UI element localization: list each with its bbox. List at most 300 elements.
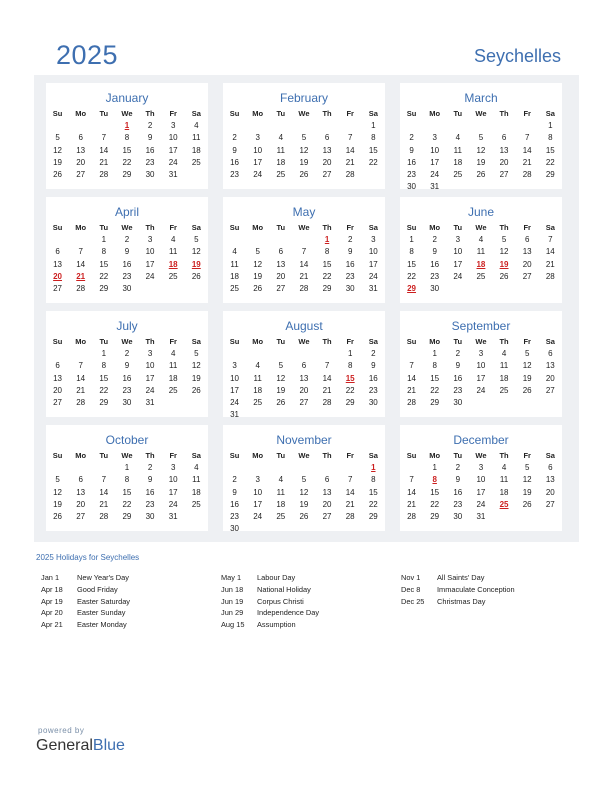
day-cell[interactable]: 30 — [345, 283, 355, 293]
day-cell[interactable]: 9 — [124, 247, 130, 257]
day-cell[interactable]: 25 — [499, 385, 509, 395]
day-cell[interactable]: 11 — [169, 247, 178, 257]
day-cell[interactable]: 22 — [430, 385, 440, 395]
generalblue-logo[interactable] — [36, 737, 125, 755]
day-cell[interactable]: 8 — [124, 475, 130, 485]
day-cell[interactable]: 26 — [299, 511, 309, 521]
day-cell[interactable]: 28 — [99, 169, 109, 179]
day-cell[interactable]: 17 — [253, 157, 263, 167]
day-cell[interactable]: 17 — [168, 487, 178, 497]
day-cell[interactable]: 26 — [522, 499, 532, 509]
day-cell[interactable]: 28 — [322, 397, 332, 407]
day-cell[interactable]: 21 — [345, 157, 355, 167]
day-cell[interactable]: 19 — [299, 499, 309, 509]
day-cell[interactable]: 16 — [368, 373, 378, 383]
day-cell[interactable]: 20 — [76, 157, 86, 167]
day-cell[interactable]: 1 — [101, 235, 107, 245]
day-cell[interactable]: 21 — [76, 385, 86, 395]
day-cell[interactable]: 4 — [278, 475, 284, 485]
day-cell[interactable]: 15 — [99, 259, 109, 269]
day-cell[interactable]: 7 — [78, 247, 83, 257]
day-cell[interactable]: 25 — [191, 157, 201, 167]
day-cell[interactable]: 16 — [122, 373, 132, 383]
day-cell[interactable]: 29 — [430, 511, 440, 521]
day-cell[interactable]: 5 — [255, 247, 260, 257]
day-cell[interactable]: 24 — [476, 385, 486, 395]
day-cell[interactable]: 15 — [322, 259, 332, 269]
day-cell[interactable]: 24 — [145, 385, 155, 395]
day-cell[interactable]: 24 — [168, 499, 178, 509]
day-cell[interactable]: 6 — [55, 361, 60, 371]
day-cell[interactable]: 2 — [124, 349, 130, 359]
day-cell[interactable]: 31 — [230, 410, 240, 420]
day-cell[interactable]: 15 — [430, 487, 440, 497]
day-cell[interactable]: 7 — [101, 475, 107, 485]
day-cell[interactable]: 6 — [78, 133, 83, 143]
day-cell[interactable]: 28 — [545, 271, 555, 281]
day-cell[interactable]: 29 — [545, 169, 555, 179]
day-cell[interactable]: 18 — [276, 157, 286, 167]
day-cell[interactable]: 12 — [499, 247, 509, 257]
day-cell[interactable]: 11 — [476, 247, 486, 257]
day-cell[interactable]: 16 — [145, 487, 155, 497]
day-cell[interactable]: 3 — [478, 349, 484, 359]
day-cell[interactable]: 5 — [278, 361, 284, 371]
day-cell[interactable]: 7 — [409, 475, 414, 485]
day-cell[interactable]: 16 — [430, 259, 440, 269]
day-cell[interactable]: 15 — [99, 373, 109, 383]
day-cell[interactable]: 24 — [253, 169, 263, 179]
day-cell[interactable]: 16 — [407, 157, 417, 167]
day-cell[interactable]: 5 — [478, 133, 484, 143]
day-cell[interactable]: 27 — [522, 271, 532, 281]
day-cell[interactable]: 26 — [276, 397, 286, 407]
day-cell[interactable]: 14 — [407, 373, 417, 383]
day-cell[interactable]: 13 — [522, 247, 532, 257]
day-cell[interactable]: 29 — [99, 397, 109, 407]
holiday-day-cell[interactable]: 21 — [76, 271, 86, 281]
day-cell[interactable]: 16 — [345, 259, 355, 269]
day-cell[interactable]: 1 — [347, 349, 353, 359]
day-cell[interactable]: 26 — [499, 271, 509, 281]
day-cell[interactable]: 25 — [276, 511, 286, 521]
holiday-day-cell[interactable]: 1 — [371, 463, 376, 473]
day-cell[interactable]: 23 — [145, 157, 155, 167]
holiday-day-cell[interactable]: 18 — [476, 259, 486, 269]
day-cell[interactable]: 2 — [147, 463, 153, 473]
day-cell[interactable]: 18 — [191, 487, 201, 497]
day-cell[interactable]: 21 — [545, 259, 555, 269]
day-cell[interactable]: 24 — [168, 157, 178, 167]
day-cell[interactable]: 5 — [501, 235, 507, 245]
day-cell[interactable]: 15 — [122, 145, 132, 155]
day-cell[interactable]: 26 — [522, 385, 532, 395]
day-cell[interactable]: 31 — [430, 182, 440, 192]
day-cell[interactable]: 27 — [545, 385, 555, 395]
day-cell[interactable]: 3 — [147, 235, 153, 245]
day-cell[interactable]: 14 — [522, 145, 532, 155]
day-cell[interactable]: 8 — [124, 133, 130, 143]
holiday-day-cell[interactable]: 29 — [407, 283, 417, 293]
day-cell[interactable]: 12 — [299, 487, 309, 497]
holiday-day-cell[interactable]: 8 — [432, 475, 437, 485]
day-cell[interactable]: 14 — [76, 259, 86, 269]
day-cell[interactable]: 14 — [76, 373, 86, 383]
day-cell[interactable]: 12 — [191, 361, 201, 371]
day-cell[interactable]: 5 — [301, 133, 307, 143]
day-cell[interactable]: 15 — [545, 145, 555, 155]
day-cell[interactable]: 7 — [548, 235, 553, 245]
day-cell[interactable]: 31 — [168, 169, 178, 179]
day-cell[interactable]: 28 — [345, 169, 355, 179]
day-cell[interactable]: 11 — [230, 259, 239, 269]
day-cell[interactable]: 4 — [194, 121, 199, 131]
holiday-day-cell[interactable]: 1 — [124, 121, 130, 131]
day-cell[interactable]: 21 — [322, 385, 332, 395]
day-cell[interactable]: 20 — [322, 157, 332, 167]
day-cell[interactable]: 22 — [407, 271, 417, 281]
day-cell[interactable]: 20 — [545, 487, 555, 497]
day-cell[interactable]: 20 — [522, 259, 532, 269]
day-cell[interactable]: 30 — [122, 397, 132, 407]
day-cell[interactable]: 14 — [99, 487, 109, 497]
day-cell[interactable]: 13 — [545, 475, 555, 485]
day-cell[interactable]: 3 — [170, 121, 176, 131]
day-cell[interactable]: 8 — [548, 133, 553, 143]
day-cell[interactable]: 11 — [499, 361, 509, 371]
day-cell[interactable]: 3 — [232, 361, 237, 371]
day-cell[interactable]: 28 — [522, 169, 532, 179]
day-cell[interactable]: 30 — [453, 397, 463, 407]
day-cell[interactable]: 22 — [345, 385, 355, 395]
day-cell[interactable]: 19 — [53, 157, 63, 167]
day-cell[interactable]: 10 — [145, 361, 155, 371]
day-cell[interactable]: 7 — [347, 133, 353, 143]
day-cell[interactable]: 23 — [368, 385, 378, 395]
day-cell[interactable]: 17 — [145, 373, 155, 383]
day-cell[interactable]: 23 — [453, 385, 463, 395]
day-cell[interactable]: 13 — [545, 361, 555, 371]
day-cell[interactable]: 19 — [522, 373, 532, 383]
day-cell[interactable]: 2 — [409, 133, 414, 143]
day-cell[interactable]: 11 — [192, 475, 201, 485]
day-cell[interactable]: 17 — [430, 157, 440, 167]
day-cell[interactable]: 23 — [122, 271, 132, 281]
day-cell[interactable]: 8 — [101, 361, 107, 371]
day-cell[interactable]: 22 — [99, 385, 109, 395]
day-cell[interactable]: 18 — [276, 499, 286, 509]
day-cell[interactable]: 23 — [345, 271, 355, 281]
day-cell[interactable]: 28 — [407, 511, 417, 521]
day-cell[interactable]: 24 — [145, 271, 155, 281]
day-cell[interactable]: 4 — [255, 361, 260, 371]
day-cell[interactable]: 25 — [191, 499, 201, 509]
day-cell[interactable]: 19 — [299, 157, 309, 167]
day-cell[interactable]: 10 — [476, 475, 486, 485]
day-cell[interactable]: 24 — [430, 169, 440, 179]
day-cell[interactable]: 9 — [147, 475, 153, 485]
day-cell[interactable]: 18 — [168, 373, 178, 383]
day-cell[interactable]: 24 — [453, 271, 463, 281]
day-cell[interactable]: 7 — [101, 133, 107, 143]
day-cell[interactable]: 5 — [55, 133, 60, 143]
day-cell[interactable]: 8 — [101, 247, 107, 257]
day-cell[interactable]: 17 — [368, 259, 378, 269]
day-cell[interactable]: 15 — [368, 145, 378, 155]
day-cell[interactable]: 14 — [345, 145, 355, 155]
day-cell[interactable]: 17 — [476, 487, 486, 497]
day-cell[interactable]: 8 — [371, 133, 376, 143]
day-cell[interactable]: 29 — [345, 397, 355, 407]
day-cell[interactable]: 27 — [76, 169, 86, 179]
day-cell[interactable]: 6 — [324, 475, 330, 485]
day-cell[interactable]: 12 — [522, 361, 532, 371]
day-cell[interactable]: 13 — [499, 145, 509, 155]
day-cell[interactable]: 14 — [545, 247, 555, 257]
day-cell[interactable]: 2 — [147, 121, 153, 131]
day-cell[interactable]: 22 — [99, 271, 109, 281]
day-cell[interactable]: 29 — [99, 283, 109, 293]
day-cell[interactable]: 10 — [168, 475, 178, 485]
day-cell[interactable]: 2 — [371, 349, 376, 359]
day-cell[interactable]: 13 — [322, 145, 332, 155]
day-cell[interactable]: 27 — [53, 397, 63, 407]
day-cell[interactable]: 8 — [432, 361, 437, 371]
day-cell[interactable]: 19 — [522, 487, 532, 497]
day-cell[interactable]: 28 — [76, 283, 86, 293]
day-cell[interactable]: 2 — [455, 463, 461, 473]
day-cell[interactable]: 20 — [276, 271, 286, 281]
day-cell[interactable]: 30 — [145, 511, 155, 521]
day-cell[interactable]: 19 — [191, 373, 201, 383]
day-cell[interactable]: 22 — [322, 271, 332, 281]
day-cell[interactable]: 3 — [371, 235, 376, 245]
day-cell[interactable]: 10 — [145, 247, 155, 257]
day-cell[interactable]: 24 — [253, 511, 263, 521]
day-cell[interactable]: 17 — [453, 259, 463, 269]
day-cell[interactable]: 1 — [124, 463, 130, 473]
day-cell[interactable]: 6 — [501, 133, 507, 143]
day-cell[interactable]: 24 — [368, 271, 378, 281]
day-cell[interactable]: 6 — [524, 235, 530, 245]
day-cell[interactable]: 8 — [371, 475, 376, 485]
day-cell[interactable]: 27 — [53, 283, 63, 293]
day-cell[interactable]: 22 — [430, 499, 440, 509]
day-cell[interactable]: 1 — [432, 463, 437, 473]
day-cell[interactable]: 13 — [76, 487, 86, 497]
day-cell[interactable]: 10 — [453, 247, 463, 257]
day-cell[interactable]: 13 — [322, 487, 332, 497]
day-cell[interactable]: 22 — [122, 499, 132, 509]
day-cell[interactable]: 11 — [169, 361, 178, 371]
day-cell[interactable]: 4 — [478, 235, 484, 245]
day-cell[interactable]: 3 — [455, 235, 461, 245]
day-cell[interactable]: 16 — [145, 145, 155, 155]
day-cell[interactable]: 30 — [430, 283, 440, 293]
day-cell[interactable]: 2 — [232, 475, 237, 485]
day-cell[interactable]: 22 — [122, 157, 132, 167]
day-cell[interactable]: 31 — [145, 397, 155, 407]
day-cell[interactable]: 21 — [407, 499, 417, 509]
day-cell[interactable]: 19 — [53, 499, 63, 509]
day-cell[interactable]: 23 — [453, 499, 463, 509]
day-cell[interactable]: 8 — [347, 361, 353, 371]
day-cell[interactable]: 29 — [430, 397, 440, 407]
day-cell[interactable]: 20 — [53, 385, 63, 395]
day-cell[interactable]: 30 — [122, 283, 132, 293]
day-cell[interactable]: 12 — [276, 373, 286, 383]
day-cell[interactable]: 20 — [299, 385, 309, 395]
day-cell[interactable]: 14 — [322, 373, 332, 383]
day-cell[interactable]: 23 — [430, 271, 440, 281]
day-cell[interactable]: 18 — [499, 373, 509, 383]
day-cell[interactable]: 12 — [253, 259, 263, 269]
day-cell[interactable]: 23 — [230, 511, 240, 521]
day-cell[interactable]: 13 — [276, 259, 286, 269]
day-cell[interactable]: 7 — [324, 361, 330, 371]
day-cell[interactable]: 15 — [368, 487, 378, 497]
day-cell[interactable]: 7 — [78, 361, 83, 371]
day-cell[interactable]: 14 — [407, 487, 417, 497]
day-cell[interactable]: 25 — [453, 169, 463, 179]
day-cell[interactable]: 20 — [322, 499, 332, 509]
day-cell[interactable]: 5 — [55, 475, 60, 485]
day-cell[interactable]: 15 — [407, 259, 417, 269]
day-cell[interactable]: 21 — [522, 157, 532, 167]
day-cell[interactable]: 4 — [194, 463, 199, 473]
day-cell[interactable]: 4 — [501, 463, 507, 473]
day-cell[interactable]: 18 — [230, 271, 240, 281]
day-cell[interactable]: 3 — [478, 463, 484, 473]
day-cell[interactable]: 10 — [253, 487, 263, 497]
day-cell[interactable]: 26 — [53, 511, 63, 521]
day-cell[interactable]: 4 — [232, 247, 237, 257]
day-cell[interactable]: 10 — [430, 145, 440, 155]
day-cell[interactable]: 15 — [430, 373, 440, 383]
day-cell[interactable]: 12 — [191, 247, 201, 257]
day-cell[interactable]: 1 — [548, 121, 553, 131]
day-cell[interactable]: 16 — [453, 373, 463, 383]
day-cell[interactable]: 19 — [476, 157, 486, 167]
day-cell[interactable]: 7 — [524, 133, 530, 143]
day-cell[interactable]: 10 — [230, 373, 240, 383]
day-cell[interactable]: 4 — [501, 349, 507, 359]
day-cell[interactable]: 14 — [99, 145, 109, 155]
day-cell[interactable]: 16 — [122, 259, 132, 269]
day-cell[interactable]: 2 — [124, 235, 130, 245]
day-cell[interactable]: 29 — [322, 283, 332, 293]
day-cell[interactable]: 25 — [168, 271, 178, 281]
day-cell[interactable]: 24 — [476, 499, 486, 509]
day-cell[interactable]: 19 — [276, 385, 286, 395]
day-cell[interactable]: 9 — [232, 487, 237, 497]
day-cell[interactable]: 6 — [324, 133, 330, 143]
holiday-day-cell[interactable]: 1 — [324, 235, 330, 245]
day-cell[interactable]: 9 — [455, 475, 461, 485]
day-cell[interactable]: 11 — [253, 373, 262, 383]
day-cell[interactable]: 23 — [407, 169, 417, 179]
day-cell[interactable]: 26 — [253, 283, 263, 293]
day-cell[interactable]: 18 — [453, 157, 463, 167]
day-cell[interactable]: 31 — [368, 283, 378, 293]
day-cell[interactable]: 16 — [230, 157, 240, 167]
day-cell[interactable]: 17 — [230, 385, 240, 395]
day-cell[interactable]: 26 — [476, 169, 486, 179]
day-cell[interactable]: 18 — [499, 487, 509, 497]
day-cell[interactable]: 30 — [145, 169, 155, 179]
day-cell[interactable]: 19 — [253, 271, 263, 281]
day-cell[interactable]: 6 — [55, 247, 60, 257]
day-cell[interactable]: 30 — [453, 511, 463, 521]
day-cell[interactable]: 13 — [299, 373, 309, 383]
day-cell[interactable]: 12 — [522, 475, 532, 485]
day-cell[interactable]: 9 — [409, 145, 414, 155]
day-cell[interactable]: 27 — [76, 511, 86, 521]
day-cell[interactable]: 26 — [299, 169, 309, 179]
day-cell[interactable]: 3 — [255, 133, 260, 143]
day-cell[interactable]: 13 — [53, 259, 63, 269]
day-cell[interactable]: 26 — [191, 385, 201, 395]
day-cell[interactable]: 22 — [368, 157, 378, 167]
day-cell[interactable]: 21 — [407, 385, 417, 395]
day-cell[interactable]: 6 — [548, 349, 553, 359]
day-cell[interactable]: 6 — [78, 475, 83, 485]
day-cell[interactable]: 3 — [255, 475, 260, 485]
day-cell[interactable]: 3 — [147, 349, 153, 359]
day-cell[interactable]: 9 — [147, 133, 153, 143]
day-cell[interactable]: 23 — [230, 169, 240, 179]
day-cell[interactable]: 12 — [299, 145, 309, 155]
day-cell[interactable]: 2 — [347, 235, 353, 245]
day-cell[interactable]: 11 — [276, 487, 285, 497]
day-cell[interactable]: 9 — [124, 361, 130, 371]
day-cell[interactable]: 25 — [276, 169, 286, 179]
day-cell[interactable]: 30 — [407, 182, 417, 192]
day-cell[interactable]: 31 — [168, 511, 178, 521]
day-cell[interactable]: 11 — [453, 145, 462, 155]
day-cell[interactable]: 21 — [345, 499, 355, 509]
day-cell[interactable]: 28 — [407, 397, 417, 407]
holiday-day-cell[interactable]: 18 — [168, 259, 178, 269]
day-cell[interactable]: 4 — [455, 133, 461, 143]
day-cell[interactable]: 2 — [432, 235, 437, 245]
day-cell[interactable]: 15 — [122, 487, 132, 497]
day-cell[interactable]: 5 — [194, 349, 199, 359]
day-cell[interactable]: 2 — [455, 349, 461, 359]
day-cell[interactable]: 11 — [499, 475, 509, 485]
holiday-day-cell[interactable]: 25 — [499, 499, 509, 509]
day-cell[interactable]: 7 — [409, 361, 414, 371]
day-cell[interactable]: 21 — [299, 271, 309, 281]
day-cell[interactable]: 29 — [122, 169, 132, 179]
day-cell[interactable]: 14 — [345, 487, 355, 497]
day-cell[interactable]: 3 — [170, 463, 176, 473]
day-cell[interactable]: 10 — [368, 247, 378, 257]
holiday-day-cell[interactable]: 19 — [499, 259, 509, 269]
day-cell[interactable]: 29 — [368, 511, 378, 521]
day-cell[interactable]: 25 — [253, 397, 263, 407]
day-cell[interactable]: 10 — [168, 133, 178, 143]
day-cell[interactable]: 24 — [230, 397, 240, 407]
day-cell[interactable]: 28 — [345, 511, 355, 521]
day-cell[interactable]: 6 — [548, 463, 553, 473]
day-cell[interactable]: 9 — [371, 361, 376, 371]
day-cell[interactable]: 21 — [99, 499, 109, 509]
day-cell[interactable]: 12 — [476, 145, 486, 155]
day-cell[interactable]: 27 — [545, 499, 555, 509]
day-cell[interactable]: 18 — [253, 385, 263, 395]
day-cell[interactable]: 13 — [76, 145, 86, 155]
